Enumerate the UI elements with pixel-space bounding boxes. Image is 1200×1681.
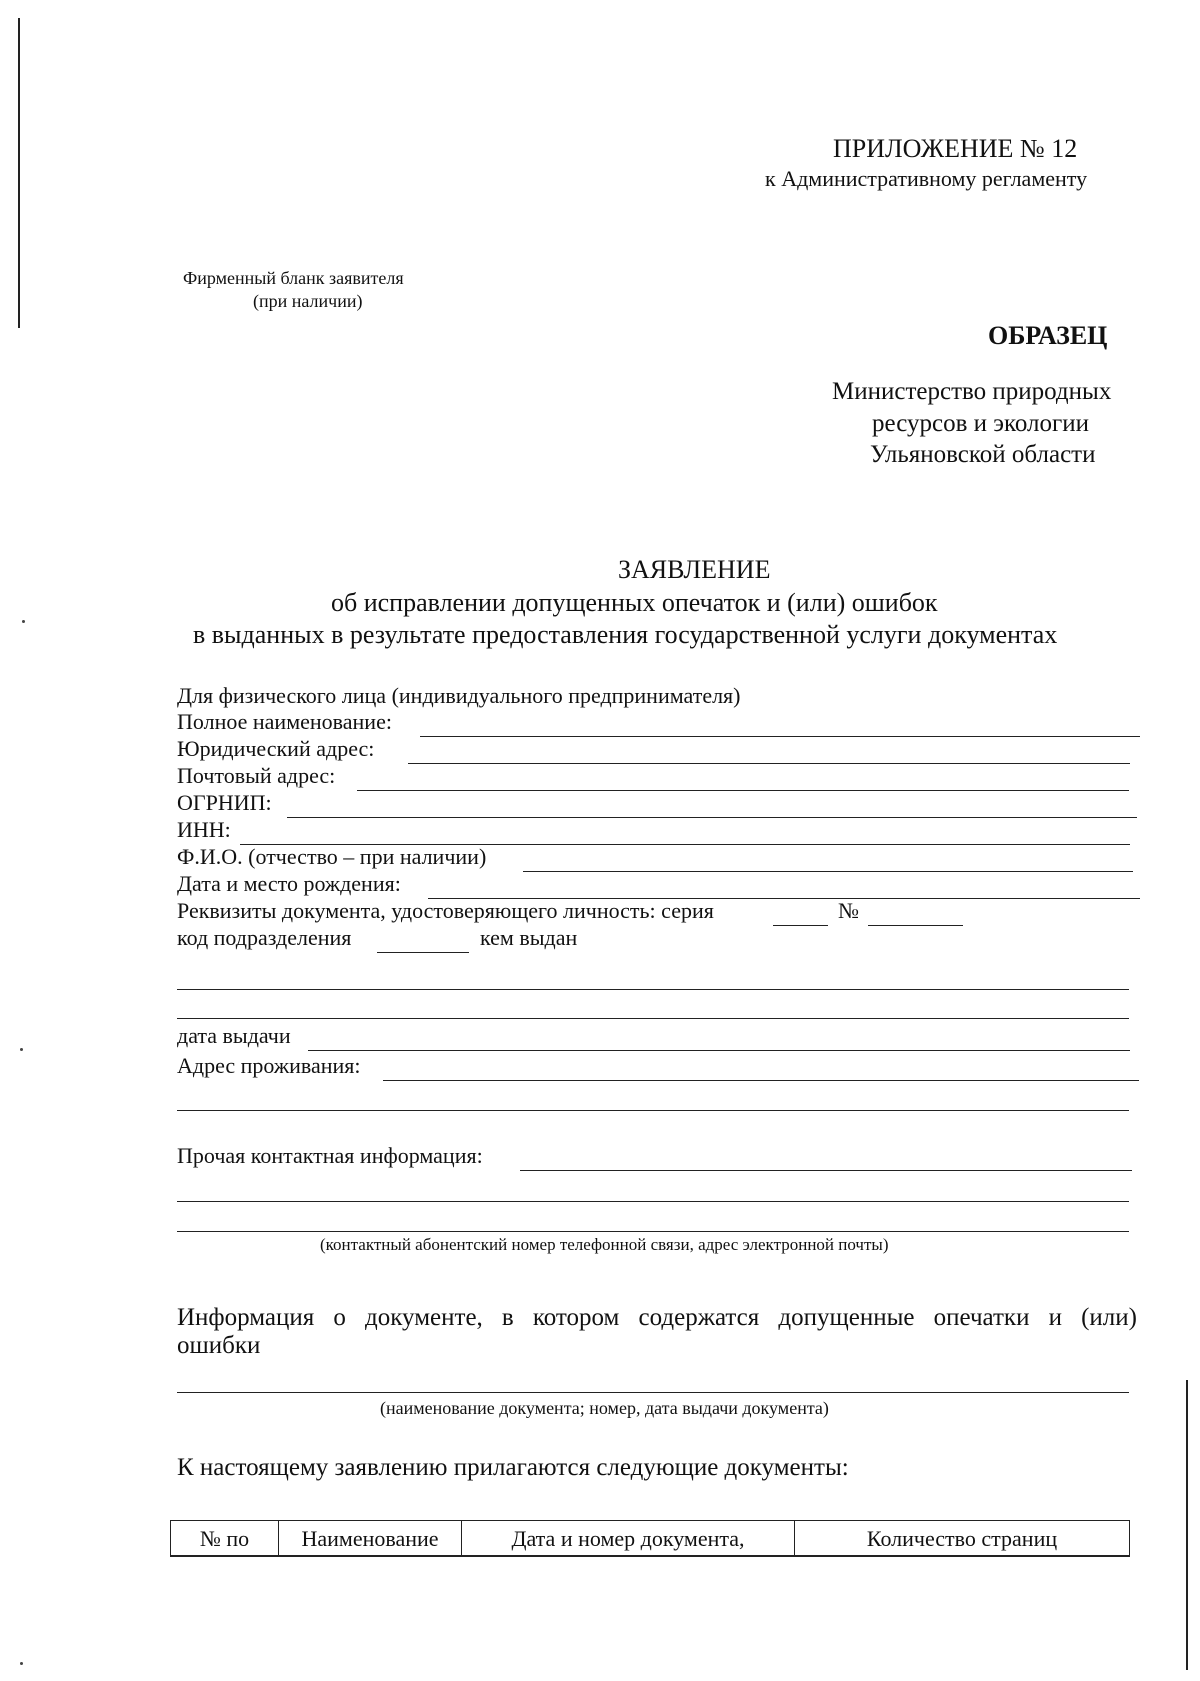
sample-label: ОБРАЗЕЦ: [988, 321, 1108, 350]
issued-by-label: кем выдан: [480, 925, 578, 950]
column-header-number: № по: [171, 1521, 279, 1557]
scan-edge-left: [18, 18, 20, 328]
ogrnip-field[interactable]: [287, 817, 1137, 818]
scan-dot: [20, 1662, 23, 1665]
issued-by-field-line1[interactable]: [177, 989, 1129, 990]
issue-date-label: дата выдачи: [177, 1023, 291, 1048]
postal-address-label: Почтовый адрес:: [177, 763, 336, 788]
appendix-title: ПРИЛОЖЕНИЕ № 12: [833, 134, 1078, 163]
letterhead-note-line2: (при наличии): [253, 291, 363, 311]
section-heading: Для физического лица (индивидуального предпринимателя): [177, 683, 741, 708]
column-header-date-number: Дата и номер документа,: [462, 1521, 795, 1557]
document-info-text: Информация о документе, в котором содержатся допущенные опечатки и (или): [177, 1304, 1137, 1331]
document-info-label: [177, 1303, 1137, 1333]
issue-date-field[interactable]: [308, 1050, 1130, 1051]
residence-field-line1[interactable]: [383, 1080, 1139, 1081]
column-header-pages: Количество страниц: [795, 1521, 1130, 1557]
contact-field-line1[interactable]: [520, 1170, 1132, 1171]
id-series-field[interactable]: [773, 925, 828, 926]
inn-label: ИНН:: [177, 817, 231, 842]
scan-dot: [22, 620, 25, 623]
id-number-field[interactable]: [868, 925, 963, 926]
scan-edge-right: [1186, 1380, 1188, 1670]
addressee-line2: ресурсов и экологии: [872, 410, 1090, 437]
document-title: ЗАЯВЛЕНИЕ: [618, 555, 771, 584]
id-number-label: №: [838, 898, 859, 923]
issued-by-field-line2[interactable]: [177, 1018, 1129, 1019]
ogrnip-label: ОГРНИП:: [177, 790, 272, 815]
legal-address-field[interactable]: [408, 763, 1130, 764]
appendix-subtitle: к Административному регламенту: [765, 166, 1088, 191]
birth-label: Дата и место рождения:: [177, 871, 401, 896]
attachments-table-header-row: [171, 1521, 1130, 1557]
fio-field[interactable]: [523, 871, 1133, 872]
document-info-label-line2: ошибки: [177, 1332, 261, 1359]
contact-hint: (контактный абонентский номер телефонной связи, адрес электронной почты): [320, 1235, 889, 1254]
full-name-label: Полное наименование:: [177, 709, 392, 734]
addressee-line1: Министерство природных: [832, 378, 1112, 405]
attachments-heading: К настоящему заявлению прилагаются следующие документы:: [177, 1454, 849, 1481]
column-header-name: Наименование: [279, 1521, 462, 1557]
residence-label: Адрес проживания:: [177, 1053, 361, 1078]
full-name-field[interactable]: [420, 736, 1140, 737]
postal-address-field[interactable]: [357, 790, 1129, 791]
contact-field-line3[interactable]: [177, 1231, 1129, 1232]
division-code-field[interactable]: [377, 952, 469, 953]
fio-label: Ф.И.О. (отчество – при наличии): [177, 844, 487, 869]
contact-label: Прочая контактная информация:: [177, 1143, 483, 1168]
document-title-line3: в выданных в результате предоставления государственной услуги документах: [193, 620, 1058, 649]
division-code-label: код подразделения: [177, 925, 352, 950]
letterhead-note-line1: Фирменный бланк заявителя: [183, 268, 404, 288]
document-info-hint: (наименование документа; номер, дата выдачи документа): [380, 1398, 829, 1418]
document-title-line2: об исправлении допущенных опечаток и (или) ошибок: [331, 588, 938, 617]
id-document-label: Реквизиты документа, удостоверяющего личность: серия: [177, 898, 714, 923]
contact-field-line2[interactable]: [177, 1201, 1129, 1202]
scan-dot: [20, 1048, 23, 1051]
attachments-table: [170, 1520, 1130, 1557]
legal-address-label: Юридический адрес:: [177, 736, 375, 761]
document-info-field[interactable]: [177, 1392, 1129, 1393]
residence-field-line2[interactable]: [177, 1110, 1129, 1111]
addressee-line3: Ульяновской области: [870, 441, 1096, 468]
